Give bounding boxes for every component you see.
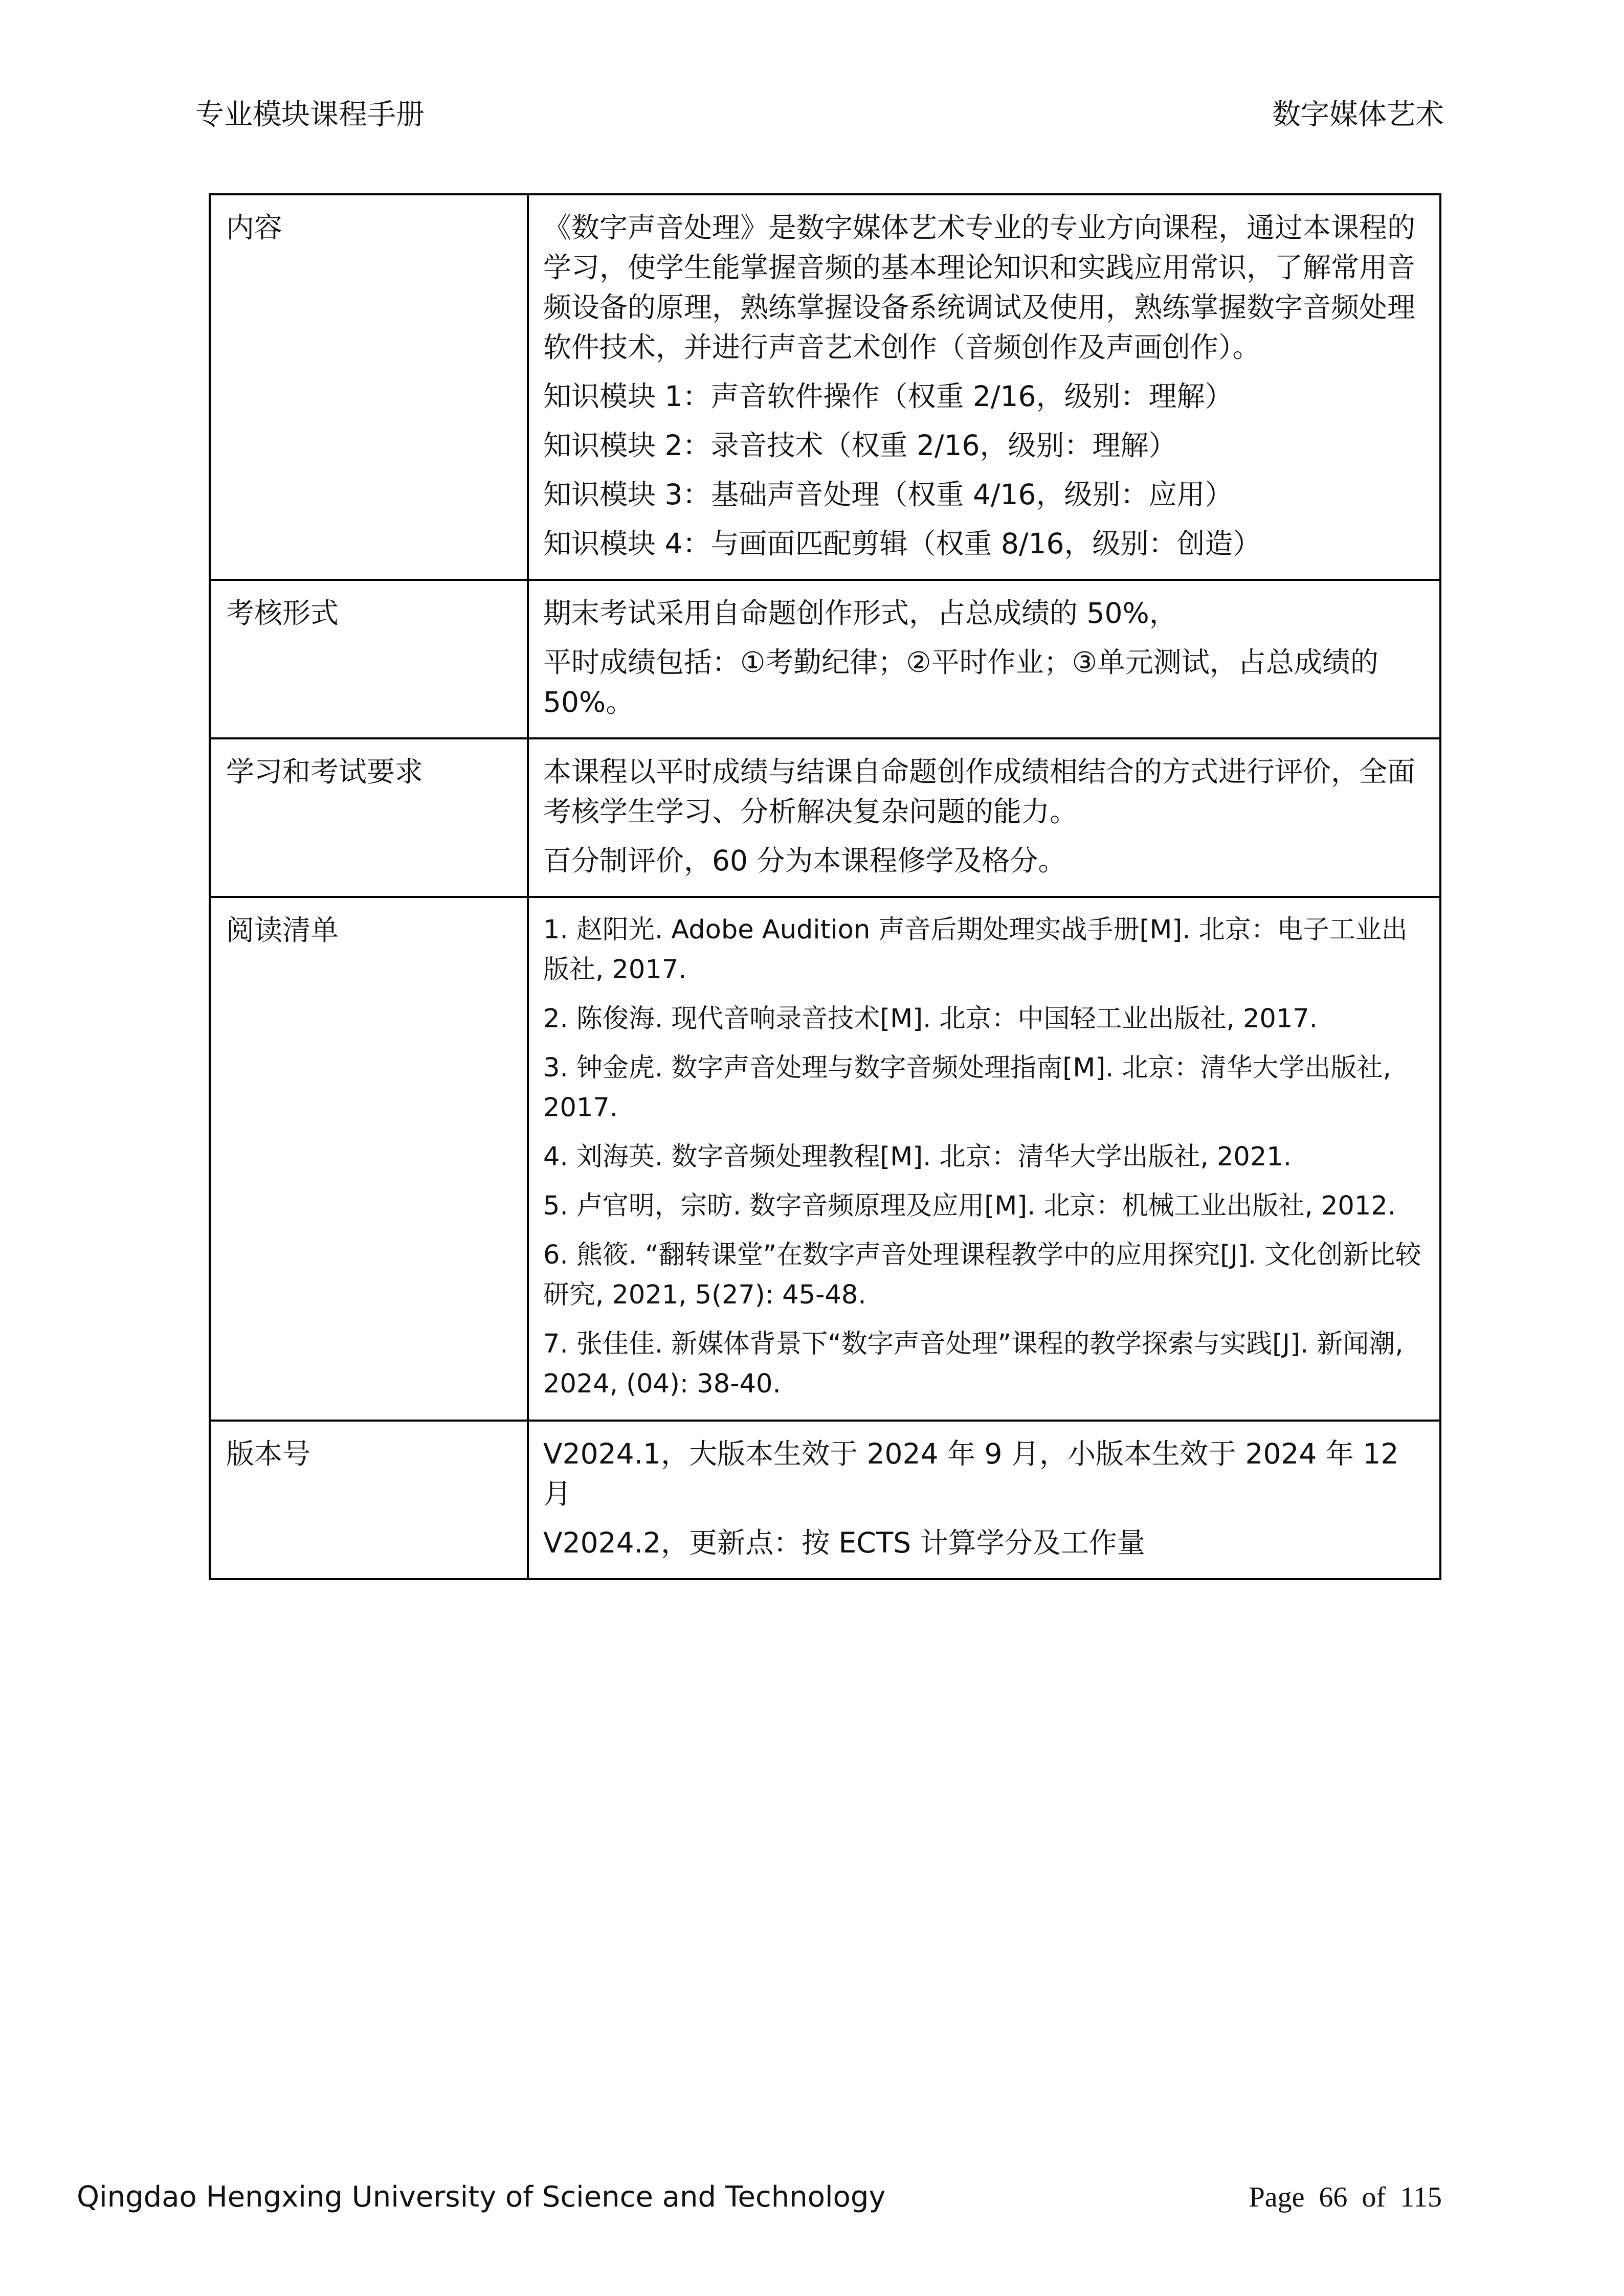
table-row [210, 194, 1440, 580]
table-row [210, 1421, 1440, 1579]
footer-page-number: Page 66 of 115 [1249, 2181, 1442, 2213]
reading-list-item: 7. 张佳佳. 新媒体背景下“数字声音处理”课程的教学探索与实践[J]. 新闻潮, 2024, (04): 38-40. [543, 1329, 1404, 1399]
assessment-final-exam: 期末考试采用自命题创作形式，占总成绩的 50%， [543, 597, 1177, 629]
row-value-version [528, 1421, 1440, 1579]
row-label-requirements: 学习和考试要求 [210, 738, 528, 897]
header-major-name: 数字媒体艺术 [1272, 98, 1444, 131]
row-label-version: 版本号 [210, 1421, 528, 1579]
version-2024-1: V2024.1，大版本生效于 2024 年 9 月，小版本生效于 2024 年 12 月 [543, 1437, 1399, 1510]
version-2024-2: V2024.2，更新点：按 ECTS 计算学分及工作量 [543, 1526, 1145, 1559]
knowledge-module-4: 知识模块 4：与画面匹配剪辑（权重 8/16，级别：创造） [543, 527, 1261, 560]
table-row [210, 580, 1440, 738]
row-value-requirements [528, 738, 1440, 897]
row-value-reading-list [528, 897, 1440, 1421]
requirements-passing-score: 百分制评价，60 分为本课程修学及格分。 [543, 844, 1066, 877]
knowledge-module-2: 知识模块 2：录音技术（权重 2/16，级别：理解） [543, 429, 1177, 462]
reading-list-item: 6. 熊筱. “翻转课堂”在数字声音处理课程教学中的应用探究[J]. 文化创新比较研究, 2021, 5(27): 45-48. [543, 1240, 1421, 1310]
content-description: 《数字声音处理》是数字媒体艺术专业的专业方向课程，通过本课程的学习，使学生能掌握音频的基本理论知识和实践应用常识，了解常用音频设备的原理，熟练掌握设备系统调试及使用，熟练掌握数字音频处理软件技术，并进行声音艺术创作（音频创作及声画创作）。 [543, 211, 1416, 364]
footer-university-name: Qingdao Hengxing University of Science and Technology [77, 2180, 886, 2214]
header-manual-title: 专业模块课程手册 [195, 98, 425, 131]
row-label-assessment: 考核形式 [210, 580, 528, 738]
row-value-assessment [528, 580, 1440, 738]
knowledge-module-1: 知识模块 1：声音软件操作（权重 2/16，级别：理解） [543, 380, 1233, 413]
row-label-reading-list: 阅读清单 [210, 897, 528, 1421]
reading-list-item: 2. 陈俊海. 现代音响录音技术[M]. 北京：中国轻工业出版社, 2017. [543, 1004, 1318, 1034]
reading-list-item: 5. 卢官明，宗昉. 数字音频原理及应用[M]. 北京：机械工业出版社, 2012. [543, 1191, 1396, 1221]
reading-list-item: 4. 刘海英. 数字音频处理教程[M]. 北京：清华大学出版社, 2021. [543, 1142, 1292, 1172]
row-value-content [528, 194, 1440, 580]
table-row [210, 738, 1440, 897]
course-info-table [209, 193, 1441, 1580]
knowledge-module-3: 知识模块 3：基础声音处理（权重 4/16，级别：应用） [543, 478, 1233, 511]
reading-list-item: 1. 赵阳光. Adobe Audition 声音后期处理实战手册[M]. 北京：电子工业出版社, 2017. [543, 915, 1408, 985]
reading-list-item: 3. 钟金虎. 数字声音处理与数字音频处理指南[M]. 北京：清华大学出版社, 2017. [543, 1053, 1391, 1123]
requirements-evaluation: 本课程以平时成绩与结课自命题创作成绩相结合的方式进行评价，全面考核学生学习、分析解决复杂问题的能力。 [543, 755, 1416, 828]
table-row [210, 897, 1440, 1421]
row-label-content: 内容 [210, 194, 528, 580]
assessment-regular-score: 平时成绩包括：①考勤纪律；②平时作业；③单元测试，占总成绩的 50%。 [543, 646, 1378, 718]
